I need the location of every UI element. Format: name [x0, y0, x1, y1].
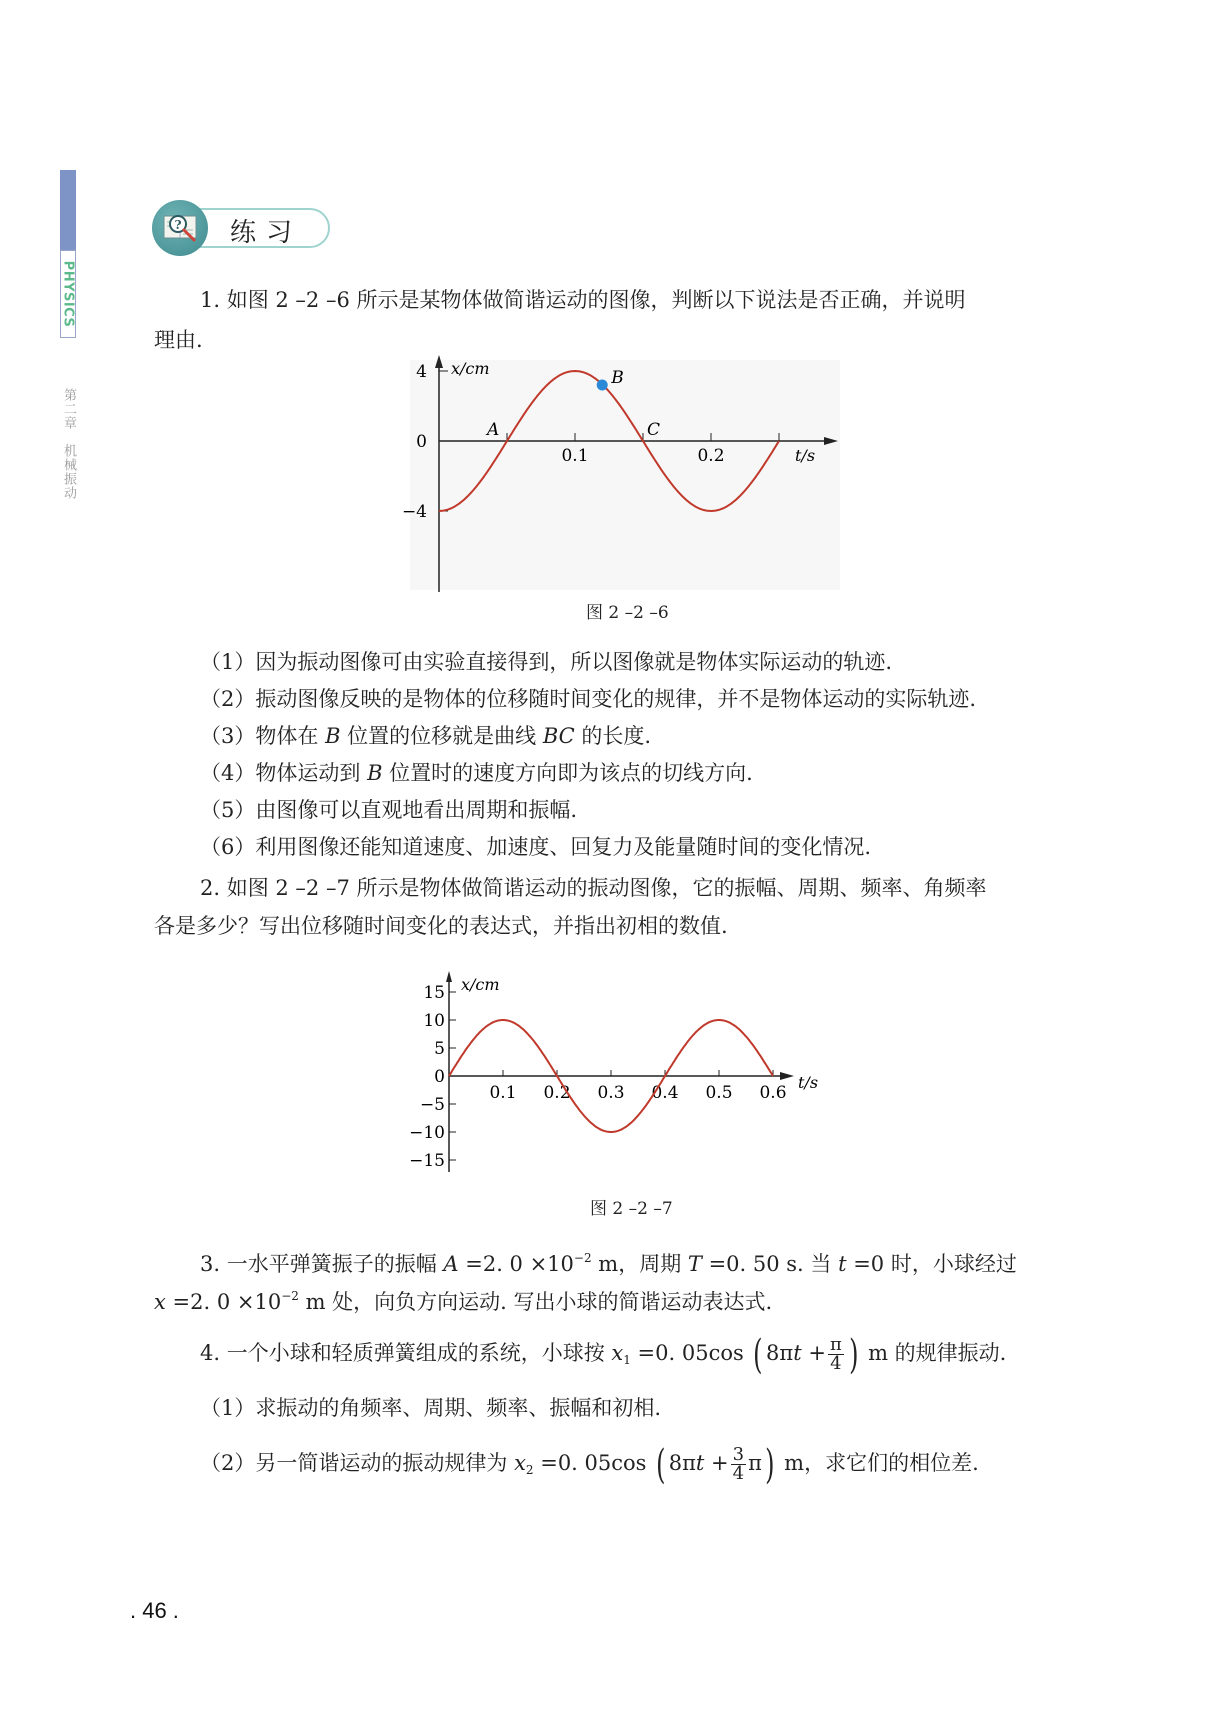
var-a: A: [443, 1252, 459, 1276]
denominator: 4: [732, 1463, 745, 1484]
section-title: 练习: [230, 218, 303, 248]
chart-fig-2-2-6: [380, 350, 860, 600]
x-tick-label: 0.5: [705, 1083, 733, 1103]
denominator: 4: [830, 1353, 842, 1374]
svg-text:?: ?: [174, 218, 182, 232]
right-paren: ): [848, 1331, 859, 1378]
q4-text: 4. 一个小球和轻质弹簧组成的系统，小球按: [200, 1341, 612, 1365]
q4-text: m 的规律振动.: [861, 1341, 1007, 1365]
x-tick-label: 0.4: [651, 1083, 679, 1103]
q1-line2: 理由.: [154, 328, 203, 352]
y-tick-label: −5: [419, 1095, 445, 1115]
item-text: 因为振动图像可由实验直接得到，所以图像就是物体实际运动的轨迹.: [255, 650, 893, 674]
item-text: =0. 05cos: [533, 1451, 654, 1475]
item-number: （1）: [200, 1396, 256, 1420]
item-text: 位置的位移就是曲线: [340, 724, 543, 748]
chapter-color-tab: [60, 170, 76, 250]
chapter-label: 第二章 机械振动: [61, 388, 76, 500]
q2-line2: 各是多少？写出位移随时间变化的表达式，并指出初相的数值.: [154, 914, 728, 938]
q4-item-2: [200, 1441, 979, 1488]
q3-text: m 处，向负方向运动. 写出小球的简谐运动表达式.: [298, 1290, 773, 1314]
page-number: . 46 .: [130, 1598, 179, 1623]
item-number: （3）: [200, 724, 256, 748]
x-tick-label: 0.3: [597, 1083, 625, 1103]
var-x: x: [154, 1290, 166, 1314]
subscript: 2: [525, 1463, 534, 1477]
book-magnifier-question-icon: [152, 200, 208, 256]
x-tick-label: 0.1: [561, 446, 589, 466]
fraction-pi-over-4: [828, 1336, 844, 1373]
item-text: 由图像可以直观地看出周期和振幅.: [255, 798, 578, 822]
badge-circle: [152, 200, 208, 256]
y-tick-label: 0: [416, 432, 427, 452]
q4-text: =0. 05cos: [630, 1341, 751, 1365]
subject-tab: [60, 250, 76, 338]
y-tick-label: 5: [434, 1039, 445, 1059]
q1-line1: 1. 如图 2 –2 –6 所示是某物体做简谐运动的图像，判断以下说法是否正确，并说明: [200, 288, 966, 312]
x-axis-arrow: [780, 1072, 794, 1080]
item-number: （2）: [200, 687, 256, 711]
exponent: −2: [573, 1251, 592, 1265]
q1-item-6: [200, 833, 871, 861]
x-axis-label: t/s: [798, 1073, 819, 1092]
y-tick-label: −15: [409, 1151, 445, 1171]
var-bc: BC: [542, 724, 575, 748]
q3-text: 3. 一水平弹簧振子的振幅: [200, 1252, 444, 1276]
y-tick-label: 0: [434, 1067, 445, 1087]
right-paren: ): [765, 1441, 775, 1488]
left-paren: (: [656, 1441, 666, 1488]
y-tick-label: −10: [409, 1123, 445, 1143]
point-b-marker: [597, 380, 608, 391]
item-number: （4）: [200, 761, 256, 785]
y-tick-label: 4: [416, 362, 427, 382]
item-text: 的长度.: [574, 724, 652, 748]
q2-line1: 2. 如图 2 –2 –7 所示是物体做简谐运动的振动图像，它的振幅、周期、频率、角频率: [200, 876, 987, 900]
item-text: +: [704, 1451, 729, 1475]
x-axis-label: t/s: [795, 446, 816, 465]
q3-text: =2. 0 ×10: [165, 1290, 282, 1314]
subject-label: PHYSICS: [60, 260, 76, 328]
q3-line2: [154, 1288, 772, 1316]
q3-line1: [200, 1250, 1017, 1278]
point-label: A: [487, 420, 500, 440]
q3-text: =0 时，小球经过: [846, 1252, 1017, 1276]
y-tick-label: 10: [423, 1011, 445, 1031]
item-text: π: [748, 1451, 762, 1475]
item-text: 位置时的速度方向即为该点的切线方向.: [382, 761, 753, 785]
q4-text: +: [801, 1341, 826, 1365]
var-x2: x: [514, 1451, 526, 1475]
item-text: 物体运动到: [255, 761, 368, 785]
q4-line1: [200, 1331, 1007, 1378]
var-t: t: [838, 1252, 847, 1276]
q3-text: m，周期: [591, 1252, 688, 1276]
item-number: （2）: [200, 1451, 256, 1475]
left-paren: (: [753, 1331, 763, 1378]
x-tick-label: 0.2: [697, 446, 725, 466]
item-text: 振动图像反映的是物体的位移随时间变化的规律，并不是物体运动的实际轨迹.: [255, 687, 977, 711]
item-text: 利用图像还能知道速度、加速度、回复力及能量随时间的变化情况.: [255, 835, 872, 859]
var-b: B: [367, 761, 383, 785]
q4-text: 8π: [766, 1341, 794, 1365]
q3-text: =2. 0 ×10: [458, 1252, 574, 1276]
y-axis-label: x/cm: [451, 359, 490, 378]
chart1-background: [410, 360, 840, 590]
point-label: B: [611, 368, 624, 388]
q1-item-1: [200, 648, 892, 676]
item-number: （1）: [200, 650, 256, 674]
q1-item-5: [200, 796, 577, 824]
item-text: 求振动的角频率、周期、频率、振幅和初相.: [255, 1396, 662, 1420]
y-axis-label: x/cm: [461, 975, 500, 994]
x-tick-label: 0.1: [489, 1083, 517, 1103]
numerator: π: [829, 1334, 842, 1355]
var-t: t: [793, 1341, 802, 1365]
var-t-period: T: [687, 1252, 702, 1276]
item-text: m，求它们的相位差.: [777, 1451, 979, 1475]
x-tick-label: 0.2: [543, 1083, 571, 1103]
q1-item-3: [200, 722, 651, 750]
item-text: 物体在: [255, 724, 326, 748]
subscript: 1: [623, 1353, 631, 1367]
chart-fig-2-2-7: [400, 968, 840, 1183]
q1-item-4: [200, 759, 753, 787]
numerator: 3: [732, 1444, 745, 1465]
y-axis-arrow: [446, 971, 452, 982]
item-number: （5）: [200, 798, 256, 822]
item-text: 另一简谐运动的振动规律为: [255, 1451, 515, 1475]
item-number: （6）: [200, 835, 256, 859]
exponent: −2: [281, 1289, 299, 1303]
q3-text: =0. 50 s. 当: [701, 1252, 839, 1276]
x-tick-label: 0.6: [759, 1083, 787, 1103]
item-text: 8π: [668, 1451, 696, 1475]
y-tick-label: −4: [401, 502, 427, 522]
fraction-3-over-4: [731, 1446, 746, 1483]
point-label: C: [647, 420, 661, 440]
y-tick-label: 15: [423, 983, 445, 1003]
q4-item-1: [200, 1394, 661, 1422]
var-x1: x: [611, 1341, 624, 1365]
fig-2-2-7-caption: 图 2 –2 –7: [590, 1199, 673, 1219]
section-badge: [152, 200, 332, 256]
var-b: B: [325, 724, 341, 748]
var-t: t: [695, 1451, 705, 1475]
fig-2-2-6-caption: 图 2 –2 –6: [586, 603, 669, 623]
q1-item-2: [200, 685, 976, 713]
